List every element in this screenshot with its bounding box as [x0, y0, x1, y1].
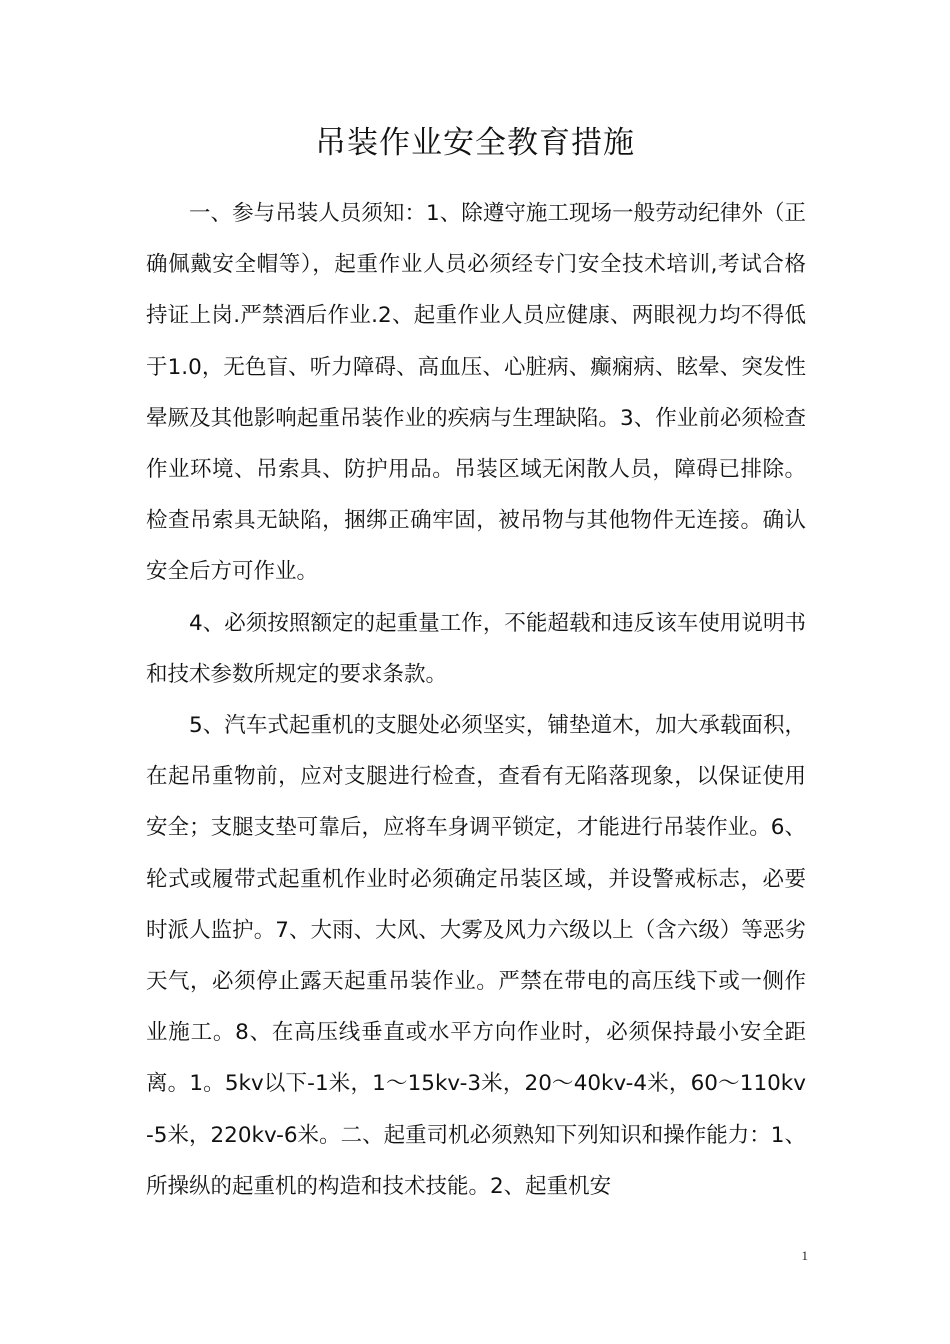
paragraph-2: 4、必须按照额定的起重量工作，不能超载和违反该车使用说明书和技术参数所规定的要求条款。: [146, 610, 806, 687]
paragraph-1: 一、参与吊装人员须知：1、除遵守施工现场一般劳动纪律外（正确佩戴安全帽等），起重作业人员必须经专门安全技术培训,考试合格持证上岗.严禁酒后作业.2、起重作业人员应健康、两眼视力均不得低于1.0，无色盲、听力障碍、高血压、心脏病、癫痫病、眩晕、突发性晕厥及其他影响起重吊装作业的疾病与生理缺陷。3、作业前必须检查作业环境、吊索具、防护用品。吊装区域无闲散人员，障碍已排除。检查吊索具无缺陷，捆绑正确牢固，被吊物与其他物件无连接。确认安全后方可作业。: [146, 201, 806, 585]
document-title: 吊装作业安全教育措施: [315, 125, 635, 161]
paragraph-3: 5、汽车式起重机的支腿处必须坚实，铺垫道木，加大承载面积，在起吊重物前，应对支腿进行检查，查看有无陷落现象，以保证使用安全；支腿支垫可靠后，应将车身调平锁定，才能进行吊装作业。6、轮式或履带式起重机作业时必须确定吊装区域，并设警戒标志，必要时派人监护。7、大雨、大风、大雾及风力六级以上（含六级）等恶劣天气，必须停止露天起重吊装作业。严禁在带电的高压线下或一侧作业施工。8、在高压线垂直或水平方向作业时，必须保持最小安全距离。1。5kv以下-1米，1～15kv-3米，20～40kv-4米，60～110kv-5米，220kv-6米。二、起重司机必须熟知下列知识和操作能力：1、所操纵的起重机的构造和技术技能。2、起重机安: [146, 713, 806, 1199]
document-body: [146, 188, 806, 1212]
page-number: 1: [801, 1248, 808, 1263]
